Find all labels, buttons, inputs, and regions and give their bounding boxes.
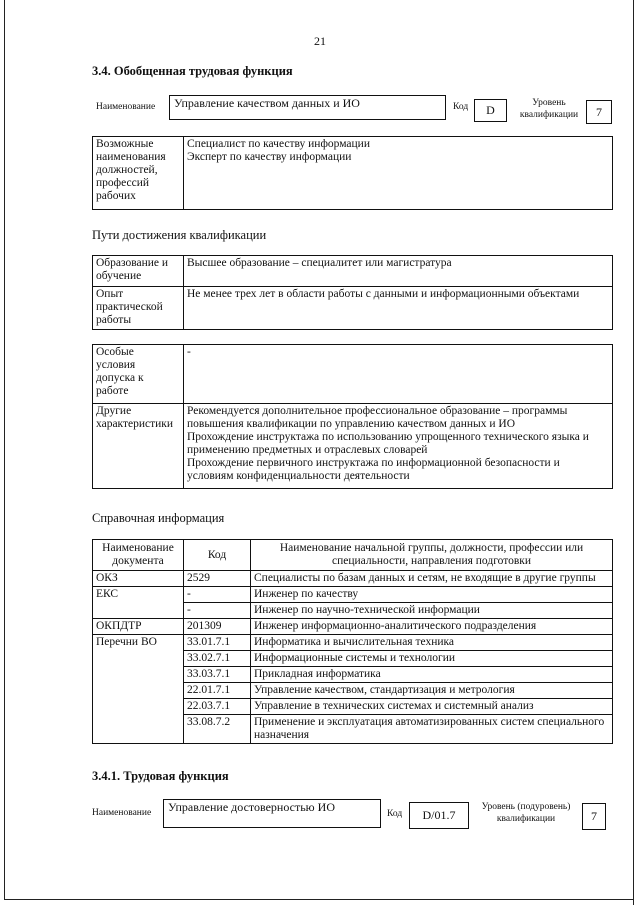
vo-name: Управление качеством, стандартизация и метрология <box>251 683 613 699</box>
special-conditions-value: - <box>184 345 613 404</box>
education-label: Образование и обучение <box>93 256 184 287</box>
level-box-2: 7 <box>582 803 606 830</box>
vo-name: Применение и эксплуатация автоматизированных систем специального назначения <box>251 715 613 744</box>
positions-values <box>184 137 613 210</box>
vo-name: Прикладная информатика <box>251 667 613 683</box>
okpdtr-code: 201309 <box>184 619 251 635</box>
characteristic-line: Прохождение инструктажа по использованию упрощенного технического языка и применению предметных и отраслевых словарей <box>187 431 589 456</box>
header-name: Наименование начальной группы, должности, профессии или специальности, направления подготовки <box>251 540 613 571</box>
positions-label: Возможные наименования должностей, профессий рабочих <box>93 137 184 210</box>
page-border-bottom <box>4 899 634 900</box>
other-characteristics-label: Другие характеристики <box>93 404 184 489</box>
level-label <box>514 97 584 121</box>
reference-title: Справочная информация <box>92 511 225 525</box>
eks-code: - <box>184 603 251 619</box>
position-line: Эксперт по качеству информации <box>187 151 352 163</box>
level-label-2-line2: квалификации <box>496 814 556 824</box>
table-row <box>93 587 613 603</box>
code-box: D <box>474 99 507 122</box>
education-value: Высшее образование – специалитет или магистратура <box>184 256 613 287</box>
page-border-right <box>633 0 634 905</box>
vo-code: 33.03.7.1 <box>184 667 251 683</box>
level-label-2 <box>473 801 579 825</box>
name-label-2: Наименование <box>92 808 152 818</box>
function-name-box-2: Управление достоверностью ИО <box>163 799 381 828</box>
okz-code: 2529 <box>184 571 251 587</box>
table-row <box>93 571 613 587</box>
function-name-box: Управление качеством данных и ИО <box>169 95 446 120</box>
level-box: 7 <box>586 100 612 124</box>
code-box-2: D/01.7 <box>409 802 469 829</box>
eks-doc: ЕКС <box>93 587 184 619</box>
experience-value: Не менее трех лет в области работы с данными и информационными объектами <box>184 287 613 330</box>
vo-doc: Перечни ВО <box>93 635 184 744</box>
paths-title: Пути достижения квалификации <box>92 228 267 242</box>
vo-name: Информационные системы и технологии <box>251 651 613 667</box>
special-conditions-label: Особые условия допуска к работе <box>93 345 184 404</box>
table-row <box>93 635 613 651</box>
vo-code: 22.01.7.1 <box>184 683 251 699</box>
page-number: 21 <box>314 34 326 48</box>
header-document: Наименование документа <box>93 540 184 571</box>
positions-table <box>92 136 613 210</box>
table-row <box>93 619 613 635</box>
education-table <box>92 255 613 330</box>
code-label: Код <box>453 102 469 112</box>
characteristic-line: Рекомендуется дополнительное профессиональное образование – программы повышения квалификации по управлению качеством данных и ИО <box>187 405 568 430</box>
okz-name: Специалисты по базам данных и сетям, не входящие в другие группы <box>251 571 613 587</box>
section-title: 3.4. Обобщенная трудовая функция <box>92 64 293 78</box>
okz-doc: ОКЗ <box>93 571 184 587</box>
position-line: Специалист по качеству информации <box>187 138 370 150</box>
vo-code: 33.08.7.2 <box>184 715 251 744</box>
other-characteristics-value <box>184 404 613 489</box>
subsection-title: 3.4.1. Трудовая функция <box>92 769 229 783</box>
eks-code: - <box>184 587 251 603</box>
eks-name: Инженер по качеству <box>251 587 613 603</box>
vo-code: 33.02.7.1 <box>184 651 251 667</box>
vo-name: Управление в технических системах и системный анализ <box>251 699 613 715</box>
name-label: Наименование <box>96 102 156 112</box>
characteristic-line: Прохождение первичного инструктажа по информационной безопасности и условиям конфиденциальности деятельности <box>187 457 560 482</box>
vo-name: Информатика и вычислительная техника <box>251 635 613 651</box>
header-code: Код <box>184 540 251 571</box>
level-label-line1: Уровень <box>532 98 566 108</box>
conditions-table <box>92 344 613 489</box>
reference-table <box>92 539 613 744</box>
page-border-left <box>4 0 5 900</box>
okpdtr-name: Инженер информационно-аналитического подразделения <box>251 619 613 635</box>
experience-label: Опыт практической работы <box>93 287 184 330</box>
eks-name: Инженер по научно-технической информации <box>251 603 613 619</box>
level-label-line2: квалификации <box>519 110 579 120</box>
code-label-2: Код <box>387 809 403 819</box>
vo-code: 33.01.7.1 <box>184 635 251 651</box>
level-label-2-line1: Уровень (подуровень) <box>481 802 571 812</box>
okpdtr-doc: ОКПДТР <box>93 619 184 635</box>
vo-code: 22.03.7.1 <box>184 699 251 715</box>
